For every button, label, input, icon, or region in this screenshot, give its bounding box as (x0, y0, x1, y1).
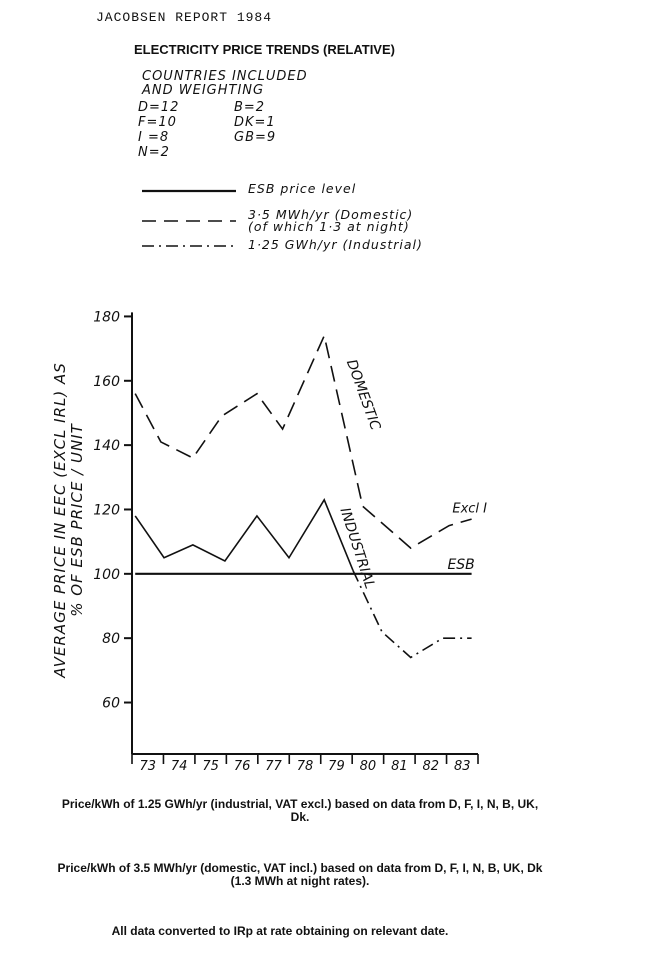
report-header: JACOBSEN REPORT 1984 (96, 10, 273, 25)
x-tick-label: 75 (202, 759, 219, 774)
weight-item: I =8 (138, 130, 170, 145)
y-tick-label: 120 (93, 502, 120, 519)
weight-item: N=2 (138, 145, 170, 160)
x-tick-label: 77 (265, 759, 282, 774)
footer-note-domestic: Price/kWh of 3.5 MWh/yr (domestic, VAT incl.) based on data from D, F, I, N, B, UK, Dk (1.3 MWh at night rates). (57, 861, 543, 888)
y-axis-label-line2: % OF ESB PRICE / UNIT (68, 423, 86, 617)
legend-esb-label: ESB price level (248, 181, 357, 196)
x-tick-label: 82 (422, 759, 440, 774)
industrial-annotation: INDUSTRIAL (336, 505, 378, 591)
y-tick-label: 180 (93, 309, 120, 326)
excl-annotation: Excl I (452, 501, 488, 517)
x-tick-label: 83 (453, 759, 471, 774)
x-tick-label: 74 (170, 759, 188, 774)
x-tick-label: 79 (328, 759, 345, 774)
footer-note-conversion: All data converted to IRp at rate obtaining on relevant date. (111, 924, 449, 938)
countries-heading-line2: AND WEIGHTING (142, 83, 265, 98)
weight-item: DK=1 (234, 115, 276, 130)
weight-item: F=10 (138, 115, 177, 130)
y-tick-label: 160 (93, 373, 120, 390)
weight-item: GB=9 (234, 130, 277, 145)
legend-domestic-label: 3·5 MWh/yr (Domestic) (248, 207, 414, 222)
esb-annotation: ESB (447, 557, 475, 573)
y-tick-label: 60 (102, 695, 120, 712)
x-tick-label: 81 (391, 759, 408, 774)
footer-note-industrial: Price/kWh of 1.25 GWh/yr (industrial, VAT excl.) based on data from D, F, I, N, B, UK, Dk. (61, 797, 539, 824)
x-tick-label: 80 (359, 759, 377, 774)
weight-item: D=12 (138, 100, 180, 115)
chart-title: ELECTRICITY PRICE TRENDS (RELATIVE) (134, 42, 395, 57)
x-tick-label: 78 (296, 759, 314, 774)
y-tick-label: 140 (93, 438, 120, 455)
x-tick-label: 76 (233, 759, 251, 774)
series-line-industrial (135, 500, 353, 571)
y-tick-label: 80 (102, 631, 120, 648)
series-line-domestic (135, 336, 471, 548)
legend-domestic-sub-label: (of which 1·3 at night) (248, 219, 410, 234)
y-axis-label-line1: AVERAGE PRICE IN EEC (EXCL IRL) AS (51, 362, 69, 678)
x-tick-label: 73 (139, 759, 157, 774)
domestic-annotation: DOMESTIC (342, 357, 384, 433)
legend-industrial-label: 1·25 GWh/yr (Industrial) (248, 237, 423, 252)
weight-item: B=2 (234, 100, 266, 115)
countries-heading-line1: COUNTRIES INCLUDED (142, 69, 308, 84)
y-tick-label: 100 (93, 566, 120, 583)
